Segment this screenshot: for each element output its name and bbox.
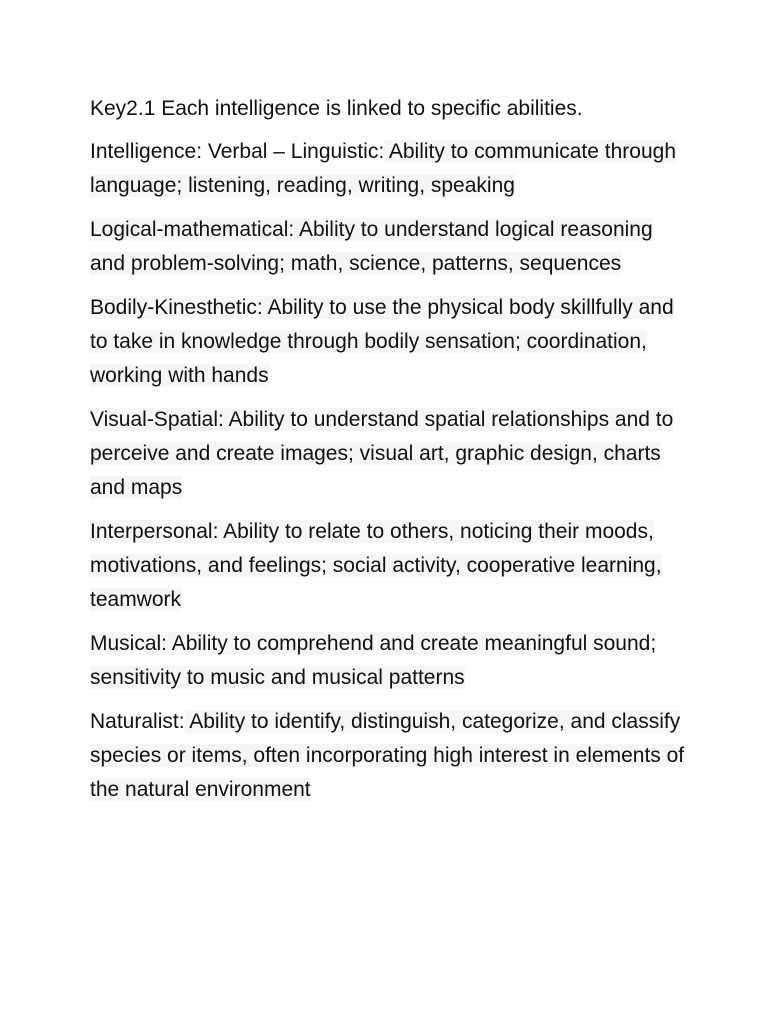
paragraph-bodily-kinesthetic: [90, 291, 690, 393]
document-title: Key2.1 Each intelligence is linked to specific abilities.: [90, 97, 583, 120]
paragraph-text: Ability to understand spatial relationships and to perceive and create images; visual art, graphic design, charts and maps: [90, 408, 674, 499]
paragraph-text: Ability to understand logical reasoning and problem-solving; math, science, patterns, sequences: [90, 218, 653, 275]
paragraph-verbal-linguistic: [90, 135, 690, 203]
paragraph-text: Ability to comprehend and create meaningful sound; sensitivity to music and musical patterns: [90, 632, 657, 689]
paragraph-label: Naturalist:: [90, 710, 185, 733]
paragraph-label: Interpersonal:: [90, 520, 219, 543]
paragraph-label: Bodily-Kinesthetic:: [90, 296, 268, 319]
paragraph-interpersonal: [90, 515, 690, 617]
paragraph-logical-mathematical: [90, 213, 690, 281]
paragraph-label: Logical-mathematical:: [90, 218, 295, 241]
paragraph-label: Intelligence: Verbal – Linguistic:: [90, 140, 385, 163]
paragraph-text: Ability to communicate through language; listening, reading, writing, speaking: [90, 140, 677, 197]
paragraph-musical: [90, 627, 690, 695]
paragraph-label: Visual-Spatial:: [90, 408, 224, 431]
paragraph-visual-spatial: [90, 403, 690, 505]
paragraph-label: Musical:: [90, 632, 168, 655]
paragraph-text: Ability to identify, distinguish, categorize, and classify species or items, often incorporating high interest in elements of the natural environment: [90, 710, 685, 801]
paragraph-text: Ability to use the physical body skillfully and to take in knowledge through bodily sensation; coordination, working with hands: [90, 296, 674, 387]
paragraph-naturalist: [90, 705, 690, 807]
paragraph-text: Ability to relate to others, noticing their moods, motivations, and feelings; social activity, cooperative learning, teamwork: [90, 520, 662, 611]
document-body: [90, 92, 690, 817]
